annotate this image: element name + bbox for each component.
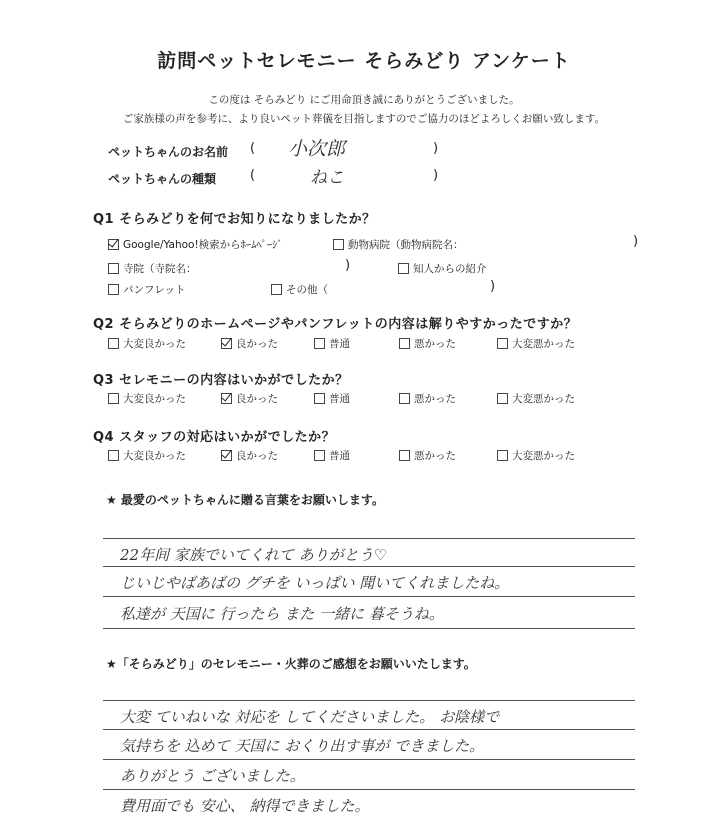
checkbox-icon[interactable] [333,239,344,250]
checkbox-icon[interactable] [221,338,232,349]
q4-option[interactable] [399,448,456,463]
option-label: 悪かった [414,338,456,350]
impressions-heading: ★「そらみどり」のセレモニー・火葬のご感想をお願いいたします。 [106,657,476,671]
option-label: 大変良かった [123,450,186,462]
q4-question: Q4 スタッフの対応はいかがでしたか？ [93,430,336,445]
q4-option[interactable] [497,448,575,463]
close-paren: ) [345,258,351,273]
open-paren: ( [250,141,256,156]
option-label: 良かった [236,338,278,350]
q3-option[interactable] [221,391,278,406]
option-label: Google/Yahoo!検索からﾎｰﾑﾍﾟｰｼﾞ [123,239,283,251]
intro-line-2: ご家族様の声を参考に、より良いペット葬儀を目指しますのでご協力のほどよろしくお願い致します。 [122,113,606,125]
q1-option-other[interactable] [271,282,328,297]
option-label: 良かった [236,450,278,462]
q2-question: Q2 そらみどりのホームページやパンフレットの内容は解りやすかったですか？ [93,317,578,332]
q1-option-temple[interactable] [108,261,197,276]
option-label: 知人からの紹介 [413,263,487,275]
checkbox-icon[interactable] [108,338,119,349]
pet-name-label: ペットちゃんのお名前 [108,145,229,159]
q3-question: Q3 セレモニーの内容はいかがでしたか？ [93,373,349,388]
checkbox-icon[interactable] [314,338,325,349]
q2-option[interactable] [399,336,456,351]
option-label: 寺院（寺院名： [123,263,197,275]
pet-type-label: ペットちゃんの種類 [108,172,217,186]
option-label: 普通 [329,338,350,350]
checkbox-icon[interactable] [399,338,410,349]
option-label: 良かった [236,393,278,405]
q1-option-referral[interactable] [398,261,487,276]
message-line-2[interactable]: じいじやばあばの グチを いっぱい 聞いてくれましたね。 [120,574,510,592]
pet-name-value[interactable]: 小次郎 [288,138,346,160]
checkbox-icon[interactable] [399,393,410,404]
option-label: 普通 [329,450,350,462]
impression-line-3[interactable]: ありがとう ございました。 [120,767,305,785]
option-label: 悪かった [414,393,456,405]
impression-line-4[interactable]: 費用面でも 安心、 納得できました。 [120,797,370,815]
impression-line-2[interactable]: 気持ちを 込めて 天国に おくり出す事が できました。 [120,737,485,755]
q4-option[interactable] [108,448,186,463]
q2-option[interactable] [314,336,350,351]
q1-option-vet[interactable] [333,237,464,252]
writing-line [103,566,635,567]
message-heading: ★ 最愛のペットちゃんに贈る言葉をお願いします。 [106,493,384,507]
checkbox-icon[interactable] [108,239,119,250]
option-label: 普通 [329,393,350,405]
option-label: 大変悪かった [512,393,575,405]
q1-option-google[interactable] [108,237,283,252]
writing-line [103,628,635,629]
close-paren: ) [433,168,439,183]
intro-line-1: この度は そらみどり にご用命頂き誠にありがとうございました。 [208,94,520,106]
checkbox-icon[interactable] [221,393,232,404]
option-label: 動物病院（動物病院名： [348,239,464,251]
q3-option[interactable] [399,391,456,406]
writing-line [103,596,635,597]
writing-line [103,789,635,790]
checkbox-icon[interactable] [108,284,119,295]
q1-option-pamphlet[interactable] [108,282,185,297]
option-label: 大変良かった [123,338,186,350]
q3-option[interactable] [314,391,350,406]
writing-line [103,700,635,701]
q4-option[interactable] [221,448,278,463]
writing-line [103,759,635,760]
q2-option[interactable] [108,336,186,351]
q4-option[interactable] [314,448,350,463]
open-paren: ( [250,168,256,183]
option-label: パンフレット [123,284,186,296]
option-label: その他（ [286,284,328,296]
checkbox-icon[interactable] [314,393,325,404]
checkbox-icon[interactable] [271,284,282,295]
checkbox-icon[interactable] [497,338,508,349]
q3-option[interactable] [108,391,186,406]
impression-line-1[interactable]: 大変 ていねいな 対応を してくださいました。 お陰様で [120,708,500,726]
close-paren: ) [490,279,496,294]
writing-line [103,729,635,730]
q1-question: Q1 そらみどりを何でお知りになりましたか？ [93,212,376,227]
form-title: 訪問ペットセレモニー そらみどり アンケート [157,50,571,72]
option-label: 大変悪かった [512,338,575,350]
option-label: 大変良かった [123,393,186,405]
option-label: 悪かった [414,450,456,462]
q3-option[interactable] [497,391,575,406]
checkbox-icon[interactable] [221,450,232,461]
option-label: 大変悪かった [512,450,575,462]
pet-type-value[interactable]: ねこ [310,168,344,188]
q2-option[interactable] [221,336,278,351]
checkbox-icon[interactable] [398,263,409,274]
checkbox-icon[interactable] [108,450,119,461]
message-line-3[interactable]: 私達が 天国に 行ったら また 一緒に 暮そうね。 [120,605,444,623]
writing-line [103,538,635,539]
close-paren: ) [633,234,639,249]
checkbox-icon[interactable] [399,450,410,461]
message-line-1[interactable]: 22年间 家族でいてくれて ありがとう♡ [120,546,388,564]
checkbox-icon[interactable] [497,450,508,461]
close-paren: ) [433,141,439,156]
checkbox-icon[interactable] [108,393,119,404]
checkbox-icon[interactable] [108,263,119,274]
q2-option[interactable] [497,336,575,351]
checkbox-icon[interactable] [314,450,325,461]
checkbox-icon[interactable] [497,393,508,404]
